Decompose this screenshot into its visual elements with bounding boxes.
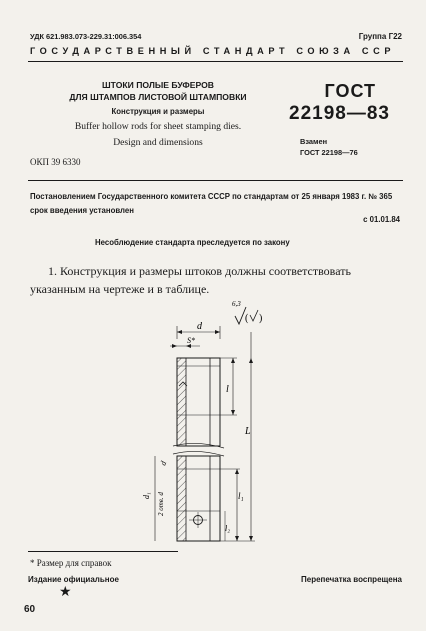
replaces-value: ГОСТ 22198—76 bbox=[300, 148, 358, 157]
dim-l2: l₂ bbox=[225, 524, 231, 533]
page-number: 60 bbox=[24, 604, 36, 615]
top-rule bbox=[28, 61, 403, 62]
svg-text:): ) bbox=[259, 313, 263, 324]
star-mark: ★ bbox=[59, 585, 72, 600]
dim-d2: d bbox=[158, 459, 169, 467]
dim-l1: l₁ bbox=[238, 491, 244, 501]
section-rule bbox=[28, 180, 403, 181]
footnote-rule bbox=[28, 551, 178, 552]
dim-s: S* bbox=[187, 336, 195, 345]
violation-notice: Несоблюдение стандарта преследуется по закону bbox=[95, 238, 290, 247]
title-en-line1: Buffer hollow rods for sheet stamping dies. bbox=[74, 121, 242, 132]
dim-l: l bbox=[226, 384, 229, 395]
group-code: Группа Г22 bbox=[358, 32, 402, 41]
footnote: * Размер для справок bbox=[30, 558, 112, 568]
title-ru-line2: ДЛЯ ШТАМПОВ ЛИСТОВОЙ ШТАМПОВКИ bbox=[69, 92, 247, 102]
gost-number: 22198—83 bbox=[289, 103, 390, 124]
reprint-prohibited: Перепечатка воспрещена bbox=[301, 575, 402, 584]
dim-d: d bbox=[197, 321, 202, 332]
okp-code: ОКП 39 6330 bbox=[30, 157, 81, 167]
official-edition: Издание официальное bbox=[28, 575, 119, 584]
gost-label: ГОСТ bbox=[324, 81, 376, 101]
roughness-value: 6,3 bbox=[232, 300, 241, 308]
rod-drawing bbox=[125, 294, 295, 549]
dim-thread: 2 отв. d bbox=[157, 492, 165, 516]
replaces-label: Взамен bbox=[300, 137, 328, 146]
roughness-symbol bbox=[232, 300, 262, 324]
decree-date: с 01.01.84 bbox=[363, 215, 400, 224]
title-en-line2: Design and dimensions bbox=[113, 137, 203, 148]
paragraph-1: 1. Конструкция и размеры штоков должны соответствовать указанным на чертеже и в таблице. bbox=[30, 264, 351, 296]
udk-code: УДК 621.983.073-229.31:006.354 bbox=[30, 32, 142, 41]
title-ru-subtitle: Конструкция и размеры bbox=[111, 107, 205, 116]
decree-text: Постановлением Государственного комитета СССР по стандартам от 25 января 1983 г. № 365 срок введения установлен bbox=[30, 192, 393, 215]
title-ru-line1: ШТОКИ ПОЛЫЕ БУФЕРОВ bbox=[102, 80, 214, 90]
dim-d1: d₁ bbox=[142, 492, 151, 499]
svg-text:(: ( bbox=[245, 313, 249, 324]
standard-line: ГОСУДАРСТВЕННЫЙ СТАНДАРТ СОЮЗА ССР bbox=[30, 46, 396, 56]
dim-L: L bbox=[245, 426, 251, 437]
title-block bbox=[48, 79, 268, 148]
